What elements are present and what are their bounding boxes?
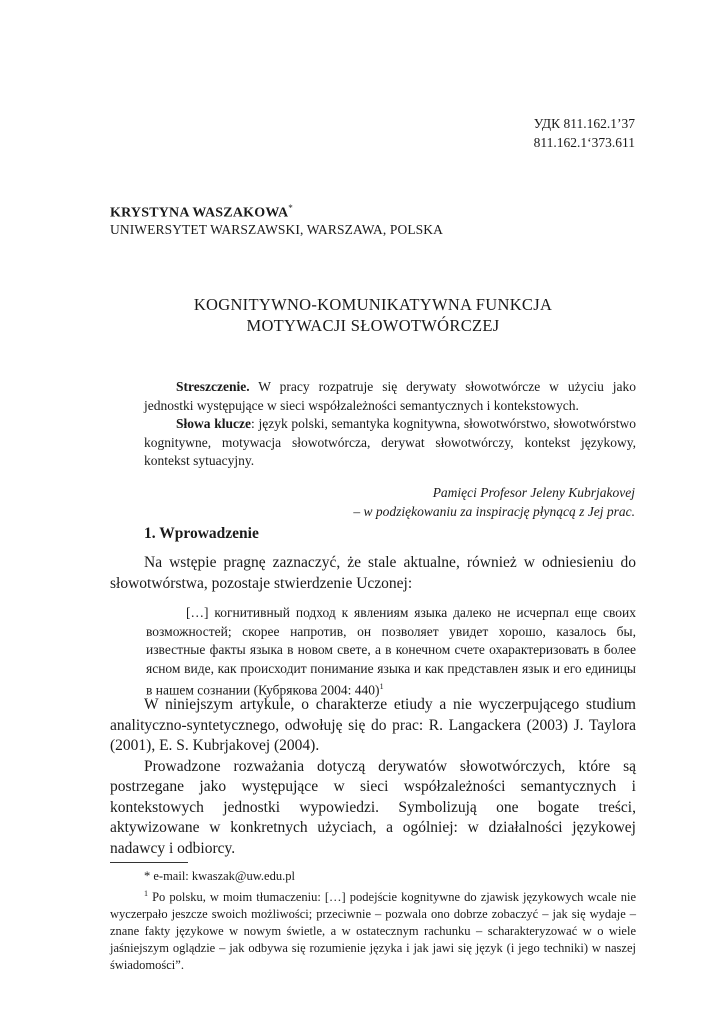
author-footnote-mark: * — [288, 203, 293, 213]
author-name — [110, 203, 293, 222]
body-paragraph-2: W niniejszym artykule, o charakterze etiudy a nie wyczerpującego studium analityczno-syntetycznego, odwołuję się do prac: R. Langackera (2003) J. Taylora (2001), E. S. Kubrjakovej (2004). — [110, 696, 636, 754]
footnote-email: * e-mail: kwaszak@uw.edu.pl — [144, 869, 295, 883]
abstract-text: W pracy rozpatruje się derywaty słowotwórcze w użyciu jako jednostki występujące w sieci współzależności semantycznych i kontekstowych. — [144, 379, 636, 413]
article-title — [110, 294, 636, 336]
body-main — [110, 695, 636, 859]
footnote-divider — [110, 862, 188, 863]
dedication-line-2: – w podziękowaniu za inspirację płynącą z Jej prac. — [353, 504, 635, 519]
abstract-label: Streszczenie. — [176, 379, 250, 394]
author-affiliation: UNIWERSYTET WARSZAWSKI, WARSZAWA, POLSKA — [110, 222, 443, 237]
abstract-block — [144, 378, 636, 471]
footnote-1 — [110, 885, 636, 974]
quote-footnote-ref: 1 — [379, 682, 384, 691]
block-quote — [146, 604, 636, 700]
dedication — [353, 483, 635, 521]
body-paragraph-3: Prowadzone rozważania dotyczą derywatów słowotwórczych, które są postrzegane jako występujące w sieci współzależności semantycznych i kontekstowych jednostki wypowiedzi. Symbolizują one bogate treści, aktywizowane w konkretnych użyciach, a ogólniej: w działalności językowej nadawcy i odbiorcy. — [110, 757, 636, 857]
body-paragraph-1: Na wstępie pragnę zaznaczyć, że stale aktualne, również w odniesieniu do słowotwórstwa, pozostaje stwierdzenie Uczonej: — [110, 554, 636, 592]
dedication-line-1: Pamięci Profesor Jeleny Kubrjakovej — [432, 485, 635, 500]
title-line-2: MOTYWACJI SŁOWOTWÓRCZEJ — [246, 316, 500, 335]
quote-paragraph — [146, 604, 636, 700]
udk-line-2: 811.162.1‘373.611 — [533, 135, 635, 150]
keywords-label: Słowa klucze — [176, 416, 251, 431]
footnote-1-number: 1 — [144, 889, 148, 898]
quote-text: […] когнитивный подход к явлениям языка далеко не исчерпал еще своих возможностей; скорее напротив, он позволяет увидет хорошо, казалось бы, известные факты языка в новом свете, а в конечном счете охарактеризовать в более ясном виде, как происходит понимание языка и как представлен язык и его единицы в нашем сознании (Кубрякова 2004: 440) — [146, 605, 636, 698]
body-intro — [110, 553, 636, 594]
keywords-text: : język polski, semantyka kognitywna, słowotwórstwo, słowotwórstwo kognitywne, motywacja słowotwórcza, derywat słowotwórczy, kontekst językowy, kontekst sytuacyjny. — [144, 416, 636, 468]
abstract-paragraph — [144, 378, 636, 415]
keywords-paragraph — [144, 415, 636, 471]
section-heading: 1. Wprowadzenie — [144, 525, 259, 542]
udk-line-1: УДК 811.162.1’37 — [533, 116, 635, 131]
footnote-1-text: Po polsku, w moim tłumaczeniu: […] podejście kognitywne do zjawisk językowych wcale nie wyczerpało jeszcze swoich możliwości; przeciwnie – pozwala ono dobrze zobaczyć – jak się wydaje – znane fakty językowe w nowym świetle, a w ostatecznym rachunku – scharakteryzować w o wiele jaśniejszym oglądzie – jak odbywa się rozumienie języka i jak jawi się język (i jego techniki) w naszej świadomości”. — [110, 890, 636, 973]
author-name-text: KRYSTYNA WASZAKOWA — [110, 205, 289, 221]
udk-code-block — [534, 114, 635, 152]
footnotes — [110, 868, 636, 974]
title-line-1: KOGNITYWNO-KOMUNIKATYWNA FUNKCJA — [193, 295, 553, 314]
